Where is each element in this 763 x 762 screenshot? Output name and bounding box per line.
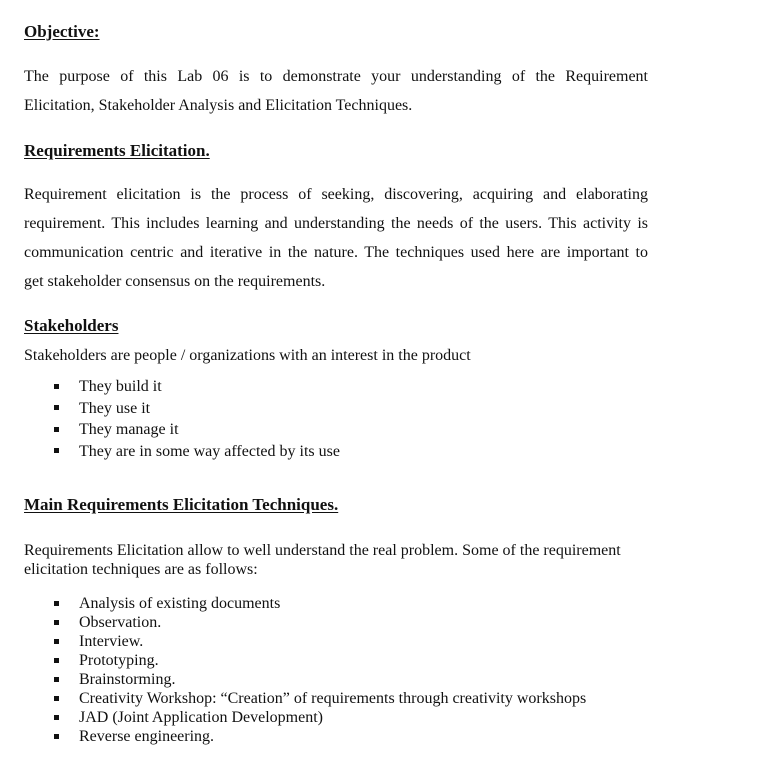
techniques-list [24,594,586,746]
bullet-square-icon [54,639,59,644]
objective-line-2: Elicitation, Stakeholder Analysis and Elicitation Techniques. [24,97,413,114]
list-item: They build it [24,376,340,398]
bullet-square-icon [54,384,59,389]
list-item: Creativity Workshop: “Creation” of requirements through creativity workshops [24,689,586,708]
list-item: Interview. [24,632,586,651]
list-item: Analysis of existing documents [24,594,586,613]
objective-line-1: The purpose of this Lab 06 is to demonstrate your understanding of the Requirement [24,68,648,85]
list-item: JAD (Joint Application Development) [24,708,586,727]
stakeholders-intro: Stakeholders are people / organizations with an interest in the product [24,347,471,364]
bullet-square-icon [54,405,59,410]
elicitation-heading: Requirements Elicitation. [24,141,210,160]
techniques-intro-line-1: Requirements Elicitation allow to well understand the real problem. Some of the requirement [24,542,621,559]
objective-paragraph [24,62,648,120]
bullet-square-icon [54,658,59,663]
list-item: They manage it [24,419,340,441]
list-item: Brainstorming. [24,670,586,689]
objective-heading: Objective: [24,22,100,41]
bullet-square-icon [54,715,59,720]
bullet-square-icon [54,601,59,606]
stakeholders-list [24,376,340,462]
bullet-square-icon [54,734,59,739]
list-item: Observation. [24,613,586,632]
elicitation-line-1: Requirement elicitation is the process of seeking, discovering, acquiring and elaborating [24,186,648,203]
bullet-square-icon [54,427,59,432]
elicitation-line-2: requirement. This includes learning and understanding the needs of the users. This activity is [24,215,648,232]
techniques-heading: Main Requirements Elicitation Techniques. [24,495,339,514]
bullet-square-icon [54,696,59,701]
bullet-square-icon [54,620,59,625]
elicitation-paragraph [24,180,648,296]
list-item: They are in some way affected by its use [24,441,340,463]
list-item: Prototyping. [24,651,586,670]
techniques-intro [24,541,621,579]
list-item: Reverse engineering. [24,727,586,746]
techniques-intro-line-2: elicitation techniques are as follows: [24,561,258,578]
list-item: They use it [24,398,340,420]
bullet-square-icon [54,677,59,682]
elicitation-line-3: communication centric and iterative in the nature. The techniques used here are important to [24,244,648,261]
stakeholders-heading: Stakeholders [24,316,119,335]
bullet-square-icon [54,448,59,453]
elicitation-line-4: get stakeholder consensus on the requirements. [24,273,326,290]
